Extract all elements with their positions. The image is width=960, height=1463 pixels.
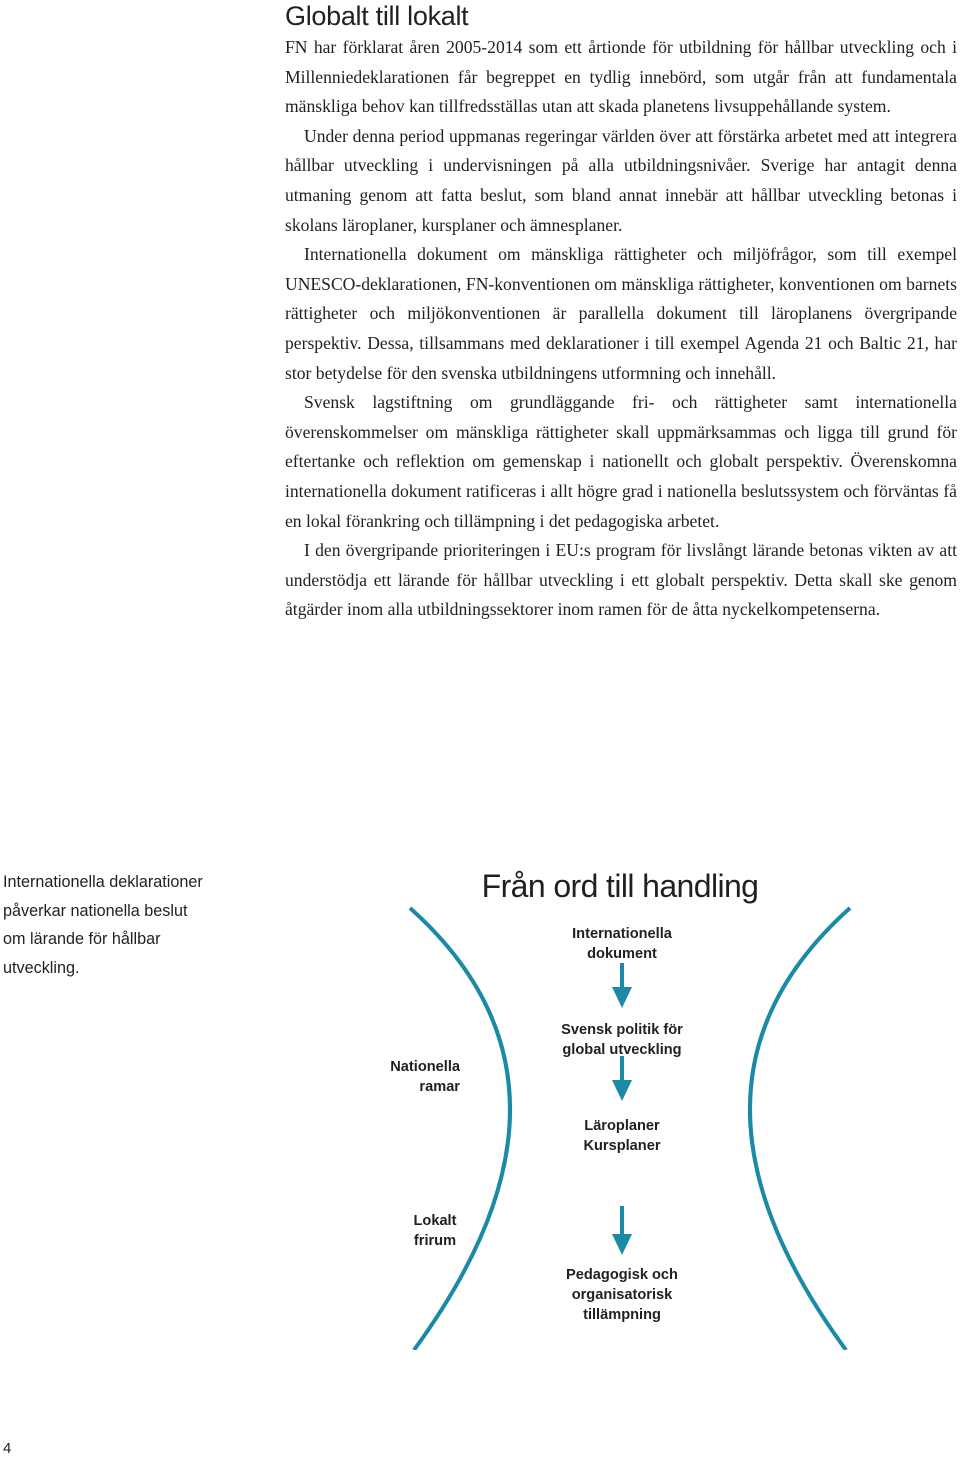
right-curve (750, 908, 850, 1350)
paragraph: I den övergripande prioriteringen i EU:s program för livslångt lärande betonas vikten av att understödja ett lärande för hållbar utveckling i ett globalt perspektiv. Detta skall ske genom åtgärder inom alla utbildningssektorer inom ramen för de åtta nyckelkompetenserna. (285, 540, 957, 620)
node-international-documents: Internationella dokument (572, 926, 672, 962)
diagram-from-words-to-action (340, 860, 920, 1350)
arrow-down-icon (612, 963, 632, 1008)
node-swedish-policy: Svensk politik för global utveckling (561, 1022, 683, 1058)
body-text (285, 33, 957, 625)
left-curve (410, 908, 510, 1350)
paragraph: Under denna period uppmanas regeringar världen över att förstärka arbetet med att integrera hållbar utveckling i undervisningen på alla utbildningsnivåer. Sverige har antagit denna utmaning genom att fatta beslut, som bland annat innebär att hållbar utveckling betonas i skolans läroplaner, kursplaner och ämnesplaner. (285, 125, 957, 235)
arrow-down-icon (612, 1206, 632, 1255)
node-national-frames: Nationella ramar (390, 1059, 460, 1095)
paragraph: FN har förklarat åren 2005-2014 som ett årtionde för utbildning för hållbar utveckling och i Millenniedeklarationen får begreppet en tydlig innebörd, som utgår från att fundamentala mänskliga behov kan tillfredsställas utan att skada planetens livsuppehållande system. (285, 37, 957, 117)
figure-caption: Internationella deklarationer påverkar nationella beslut om lärande för hållbar utveckling. (3, 873, 203, 977)
node-pedagogical-application: Pedagogisk och organisatorisk tillämpning (566, 1267, 678, 1323)
paragraph: Internationella dokument om mänskliga rättigheter och miljöfrågor, som till exempel UNESCO-deklarationen, FN-konventionen om mänskliga rättigheter, konventionen om barnets rättigheter och miljökonventionen är parallella dokument till läroplanens övergripande perspektiv. Dessa, tillsammans med deklarationer i till exempel Agenda 21 och Baltic 21, har stor betydelse för den svenska utbildningens utformning och innehåll. (285, 244, 957, 383)
section-heading: Globalt till lokalt (285, 1, 469, 31)
diagram-title: Från ord till handling (481, 868, 759, 904)
paragraph: Svensk lagstiftning om grundläggande fri- och rättigheter samt internationella överenskommelser om mänskliga rättigheter skall uppmärksammas och ligga till grund för eftertanke och reflektion om gemenskap i nationellt och globalt perspektiv. Överenskomna internationella dokument ratificeras i allt högre grad i nationella beslutssystem och förväntas få en lokal förankring och tillämpning i det pedagogiska arbetet. (285, 392, 957, 531)
arrow-down-icon (612, 1056, 632, 1101)
page-number: 4 (3, 1440, 12, 1457)
node-curricula: Läroplaner Kursplaner (583, 1118, 661, 1154)
node-local-freedom: Lokalt frirum (413, 1213, 457, 1249)
